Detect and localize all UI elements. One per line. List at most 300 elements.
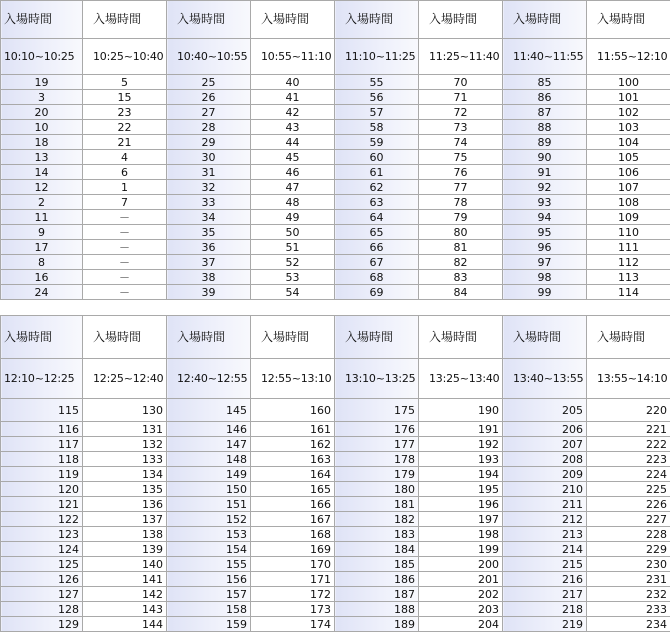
- number-cell: 188: [335, 602, 419, 617]
- number-cell: 69: [335, 285, 419, 300]
- number-cell: 161: [251, 422, 335, 437]
- number-cell: 197: [419, 512, 503, 527]
- table-row: [1, 437, 670, 452]
- time-slot: 13:40~13:55: [503, 359, 587, 399]
- number-cell: 48: [251, 195, 335, 210]
- number-cell: 218: [503, 602, 587, 617]
- number-cell: 84: [419, 285, 503, 300]
- number-cell: 93: [503, 195, 587, 210]
- number-cell: 148: [167, 452, 251, 467]
- number-cell: 205: [503, 399, 587, 422]
- entry-time-label: 入場時間: [251, 316, 335, 359]
- number-cell: 89: [503, 135, 587, 150]
- number-cell: 198: [419, 527, 503, 542]
- entry-table-afternoon: [0, 315, 670, 632]
- entry-time-label: 入場時間: [167, 1, 251, 39]
- table-row: [1, 195, 670, 210]
- number-cell: 223: [587, 452, 670, 467]
- number-cell: 106: [587, 165, 670, 180]
- number-cell: －: [83, 240, 167, 255]
- number-cell: 125: [1, 557, 83, 572]
- number-cell: 3: [1, 90, 83, 105]
- number-cell: 25: [167, 75, 251, 90]
- table-row: [1, 512, 670, 527]
- number-cell: 81: [419, 240, 503, 255]
- number-cell: 207: [503, 437, 587, 452]
- number-cell: 13: [1, 150, 83, 165]
- number-cell: 157: [167, 587, 251, 602]
- table-row: [1, 135, 670, 150]
- number-cell: 215: [503, 557, 587, 572]
- number-cell: 151: [167, 497, 251, 512]
- time-slot: 12:55~13:10: [251, 359, 335, 399]
- number-cell: 224: [587, 467, 670, 482]
- number-cell: 210: [503, 482, 587, 497]
- number-cell: 222: [587, 437, 670, 452]
- entry-time-label: 入場時間: [419, 1, 503, 39]
- number-cell: 168: [251, 527, 335, 542]
- number-cell: 64: [335, 210, 419, 225]
- number-cell: 178: [335, 452, 419, 467]
- number-cell: 45: [251, 150, 335, 165]
- number-cell: 208: [503, 452, 587, 467]
- number-cell: 57: [335, 105, 419, 120]
- table-row: [1, 75, 670, 90]
- table-row: [1, 270, 670, 285]
- number-cell: 37: [167, 255, 251, 270]
- number-cell: 181: [335, 497, 419, 512]
- number-cell: 36: [167, 240, 251, 255]
- table-separator: [0, 302, 670, 315]
- number-cell: 62: [335, 180, 419, 195]
- number-cell: 113: [587, 270, 670, 285]
- number-cell: 11: [1, 210, 83, 225]
- entry-time-label: 入場時間: [83, 1, 167, 39]
- number-cell: 202: [419, 587, 503, 602]
- number-cell: 145: [167, 399, 251, 422]
- number-cell: 214: [503, 542, 587, 557]
- time-slot: 12:25~12:40: [83, 359, 167, 399]
- number-cell: 56: [335, 90, 419, 105]
- number-cell: 193: [419, 452, 503, 467]
- number-cell: 134: [83, 467, 167, 482]
- number-cell: 167: [251, 512, 335, 527]
- number-cell: 7: [83, 195, 167, 210]
- number-cell: 38: [167, 270, 251, 285]
- number-cell: 70: [419, 75, 503, 90]
- number-cell: 58: [335, 120, 419, 135]
- number-cell: 24: [1, 285, 83, 300]
- number-cell: 189: [335, 617, 419, 632]
- entry-time-label: 入場時間: [587, 1, 670, 39]
- number-cell: 216: [503, 572, 587, 587]
- number-cell: 213: [503, 527, 587, 542]
- number-cell: 52: [251, 255, 335, 270]
- time-slot: 13:10~13:25: [335, 359, 419, 399]
- table-row: [1, 120, 670, 135]
- time-slot: 11:25~11:40: [419, 39, 503, 75]
- number-cell: 146: [167, 422, 251, 437]
- number-cell: 195: [419, 482, 503, 497]
- number-cell: 118: [1, 452, 83, 467]
- table-row: [1, 452, 670, 467]
- number-cell: 32: [167, 180, 251, 195]
- number-cell: 31: [167, 165, 251, 180]
- number-cell: 131: [83, 422, 167, 437]
- number-cell: 17: [1, 240, 83, 255]
- number-cell: 141: [83, 572, 167, 587]
- number-cell: 159: [167, 617, 251, 632]
- number-cell: 158: [167, 602, 251, 617]
- number-cell: 203: [419, 602, 503, 617]
- number-cell: 9: [1, 225, 83, 240]
- number-cell: 122: [1, 512, 83, 527]
- number-cell: 71: [419, 90, 503, 105]
- number-cell: 78: [419, 195, 503, 210]
- number-cell: 111: [587, 240, 670, 255]
- number-cell: 109: [587, 210, 670, 225]
- number-cell: 90: [503, 150, 587, 165]
- number-cell: 55: [335, 75, 419, 90]
- number-cell: 150: [167, 482, 251, 497]
- number-cell: 27: [167, 105, 251, 120]
- number-cell: 5: [83, 75, 167, 90]
- number-cell: 129: [1, 617, 83, 632]
- number-cell: 19: [1, 75, 83, 90]
- number-cell: －: [83, 225, 167, 240]
- number-cell: 67: [335, 255, 419, 270]
- number-cell: 212: [503, 512, 587, 527]
- entry-time-label: 入場時間: [251, 1, 335, 39]
- time-slot-row: [1, 39, 670, 75]
- number-cell: 160: [251, 399, 335, 422]
- time-slot: 13:25~13:40: [419, 359, 503, 399]
- number-cell: 119: [1, 467, 83, 482]
- number-cell: 79: [419, 210, 503, 225]
- number-cell: 140: [83, 557, 167, 572]
- number-cell: 105: [587, 150, 670, 165]
- number-cell: 46: [251, 165, 335, 180]
- number-cell: 191: [419, 422, 503, 437]
- time-slot: 11:55~12:10: [587, 39, 670, 75]
- number-cell: 92: [503, 180, 587, 195]
- number-cell: 230: [587, 557, 670, 572]
- number-cell: 138: [83, 527, 167, 542]
- number-cell: 10: [1, 120, 83, 135]
- table-row: [1, 255, 670, 270]
- number-cell: －: [83, 210, 167, 225]
- entry-time-label: 入場時間: [335, 1, 419, 39]
- entry-time-label: 入場時間: [503, 1, 587, 39]
- number-cell: 76: [419, 165, 503, 180]
- number-cell: 39: [167, 285, 251, 300]
- table-row: [1, 90, 670, 105]
- number-cell: 229: [587, 542, 670, 557]
- number-cell: 115: [1, 399, 83, 422]
- number-cell: 219: [503, 617, 587, 632]
- number-cell: 42: [251, 105, 335, 120]
- number-cell: 163: [251, 452, 335, 467]
- number-cell: 192: [419, 437, 503, 452]
- number-cell: 135: [83, 482, 167, 497]
- entry-time-label: 入場時間: [503, 316, 587, 359]
- number-cell: 117: [1, 437, 83, 452]
- entry-table-morning: [0, 0, 670, 300]
- number-cell: 34: [167, 210, 251, 225]
- number-cell: 110: [587, 225, 670, 240]
- entry-time-label: 入場時間: [83, 316, 167, 359]
- number-cell: 155: [167, 557, 251, 572]
- number-cell: 40: [251, 75, 335, 90]
- number-cell: 128: [1, 602, 83, 617]
- number-cell: 179: [335, 467, 419, 482]
- number-cell: 187: [335, 587, 419, 602]
- number-cell: 180: [335, 482, 419, 497]
- number-cell: 209: [503, 467, 587, 482]
- number-cell: 20: [1, 105, 83, 120]
- number-cell: 171: [251, 572, 335, 587]
- number-cell: 123: [1, 527, 83, 542]
- number-cell: 231: [587, 572, 670, 587]
- table-row: [1, 527, 670, 542]
- number-cell: －: [83, 285, 167, 300]
- number-cell: 101: [587, 90, 670, 105]
- number-cell: 68: [335, 270, 419, 285]
- number-cell: 86: [503, 90, 587, 105]
- number-cell: 65: [335, 225, 419, 240]
- entry-time-label: 入場時間: [335, 316, 419, 359]
- number-cell: 35: [167, 225, 251, 240]
- number-cell: 87: [503, 105, 587, 120]
- number-cell: 72: [419, 105, 503, 120]
- number-cell: 85: [503, 75, 587, 90]
- number-cell: 124: [1, 542, 83, 557]
- number-cell: 221: [587, 422, 670, 437]
- number-cell: 74: [419, 135, 503, 150]
- number-cell: 130: [83, 399, 167, 422]
- number-cell: 75: [419, 150, 503, 165]
- number-cell: 156: [167, 572, 251, 587]
- number-cell: 2: [1, 195, 83, 210]
- time-slot: 10:55~11:10: [251, 39, 335, 75]
- table-row: [1, 587, 670, 602]
- number-cell: 227: [587, 512, 670, 527]
- number-cell: 53: [251, 270, 335, 285]
- time-slot: 10:10~10:25: [1, 39, 83, 75]
- number-cell: 185: [335, 557, 419, 572]
- number-cell: 206: [503, 422, 587, 437]
- number-cell: 169: [251, 542, 335, 557]
- number-cell: 143: [83, 602, 167, 617]
- number-cell: 4: [83, 150, 167, 165]
- number-cell: 133: [83, 452, 167, 467]
- number-cell: 211: [503, 497, 587, 512]
- number-cell: 14: [1, 165, 83, 180]
- table-row: [1, 482, 670, 497]
- number-cell: 190: [419, 399, 503, 422]
- number-cell: 63: [335, 195, 419, 210]
- number-cell: 152: [167, 512, 251, 527]
- number-cell: 21: [83, 135, 167, 150]
- number-cell: 147: [167, 437, 251, 452]
- time-slot: 11:40~11:55: [503, 39, 587, 75]
- number-cell: 177: [335, 437, 419, 452]
- number-cell: 170: [251, 557, 335, 572]
- table-row: [1, 572, 670, 587]
- number-cell: 54: [251, 285, 335, 300]
- number-cell: 97: [503, 255, 587, 270]
- number-cell: 199: [419, 542, 503, 557]
- number-cell: 153: [167, 527, 251, 542]
- number-cell: 83: [419, 270, 503, 285]
- time-slot: 12:40~12:55: [167, 359, 251, 399]
- table-row: [1, 399, 670, 422]
- time-slot: 11:10~11:25: [335, 39, 419, 75]
- table-row: [1, 150, 670, 165]
- number-cell: 186: [335, 572, 419, 587]
- table-row: [1, 180, 670, 195]
- number-cell: 120: [1, 482, 83, 497]
- number-cell: 232: [587, 587, 670, 602]
- number-cell: 107: [587, 180, 670, 195]
- entry-time-label: 入場時間: [1, 1, 83, 39]
- number-cell: 217: [503, 587, 587, 602]
- number-cell: 1: [83, 180, 167, 195]
- number-cell: 233: [587, 602, 670, 617]
- number-cell: 220: [587, 399, 670, 422]
- table-row: [1, 225, 670, 240]
- number-cell: 234: [587, 617, 670, 632]
- number-cell: 112: [587, 255, 670, 270]
- time-slot: 12:10~12:25: [1, 359, 83, 399]
- number-cell: 33: [167, 195, 251, 210]
- number-cell: －: [83, 255, 167, 270]
- number-cell: 15: [83, 90, 167, 105]
- entry-time-label: 入場時間: [419, 316, 503, 359]
- number-cell: 43: [251, 120, 335, 135]
- number-cell: 16: [1, 270, 83, 285]
- number-cell: 175: [335, 399, 419, 422]
- number-cell: 61: [335, 165, 419, 180]
- entry-time-label: 入場時間: [587, 316, 670, 359]
- number-cell: 137: [83, 512, 167, 527]
- number-cell: 88: [503, 120, 587, 135]
- table-row: [1, 240, 670, 255]
- number-cell: 12: [1, 180, 83, 195]
- table-row: [1, 422, 670, 437]
- table-row: [1, 467, 670, 482]
- entry-time-label: 入場時間: [1, 316, 83, 359]
- table-row: [1, 542, 670, 557]
- number-cell: 165: [251, 482, 335, 497]
- number-cell: 201: [419, 572, 503, 587]
- number-cell: 22: [83, 120, 167, 135]
- number-cell: 154: [167, 542, 251, 557]
- number-cell: 104: [587, 135, 670, 150]
- number-cell: 96: [503, 240, 587, 255]
- number-cell: 116: [1, 422, 83, 437]
- number-cell: 44: [251, 135, 335, 150]
- number-cell: 172: [251, 587, 335, 602]
- number-cell: 47: [251, 180, 335, 195]
- number-cell: 49: [251, 210, 335, 225]
- number-cell: 173: [251, 602, 335, 617]
- table-row: [1, 165, 670, 180]
- number-cell: －: [83, 270, 167, 285]
- number-cell: 139: [83, 542, 167, 557]
- number-cell: 204: [419, 617, 503, 632]
- number-cell: 6: [83, 165, 167, 180]
- number-cell: 142: [83, 587, 167, 602]
- number-cell: 99: [503, 285, 587, 300]
- number-cell: 149: [167, 467, 251, 482]
- table-row: [1, 617, 670, 632]
- time-slot: 13:55~14:10: [587, 359, 670, 399]
- number-cell: 29: [167, 135, 251, 150]
- number-cell: 102: [587, 105, 670, 120]
- number-cell: 77: [419, 180, 503, 195]
- number-cell: 226: [587, 497, 670, 512]
- table-row: [1, 105, 670, 120]
- number-cell: 200: [419, 557, 503, 572]
- number-cell: 91: [503, 165, 587, 180]
- number-cell: 176: [335, 422, 419, 437]
- entry-time-label: 入場時間: [167, 316, 251, 359]
- number-cell: 162: [251, 437, 335, 452]
- time-slot: 10:40~10:55: [167, 39, 251, 75]
- table-row: [1, 557, 670, 572]
- number-cell: 225: [587, 482, 670, 497]
- number-cell: 103: [587, 120, 670, 135]
- number-cell: 95: [503, 225, 587, 240]
- header-label-row: [1, 316, 670, 359]
- number-cell: 194: [419, 467, 503, 482]
- number-cell: 82: [419, 255, 503, 270]
- number-cell: 50: [251, 225, 335, 240]
- number-cell: 51: [251, 240, 335, 255]
- number-cell: 28: [167, 120, 251, 135]
- number-cell: 60: [335, 150, 419, 165]
- number-cell: 59: [335, 135, 419, 150]
- number-cell: 66: [335, 240, 419, 255]
- number-cell: 100: [587, 75, 670, 90]
- number-cell: 182: [335, 512, 419, 527]
- time-slot-row: [1, 359, 670, 399]
- number-cell: 26: [167, 90, 251, 105]
- table-row: [1, 285, 670, 300]
- table-row: [1, 602, 670, 617]
- number-cell: 164: [251, 467, 335, 482]
- table-row: [1, 210, 670, 225]
- number-cell: 132: [83, 437, 167, 452]
- number-cell: 30: [167, 150, 251, 165]
- number-cell: 184: [335, 542, 419, 557]
- number-cell: 23: [83, 105, 167, 120]
- number-cell: 126: [1, 572, 83, 587]
- number-cell: 98: [503, 270, 587, 285]
- number-cell: 144: [83, 617, 167, 632]
- number-cell: 80: [419, 225, 503, 240]
- number-cell: 121: [1, 497, 83, 512]
- time-slot: 10:25~10:40: [83, 39, 167, 75]
- number-cell: 8: [1, 255, 83, 270]
- table-row: [1, 497, 670, 512]
- number-cell: 73: [419, 120, 503, 135]
- number-cell: 41: [251, 90, 335, 105]
- number-cell: 18: [1, 135, 83, 150]
- number-cell: 196: [419, 497, 503, 512]
- number-cell: 108: [587, 195, 670, 210]
